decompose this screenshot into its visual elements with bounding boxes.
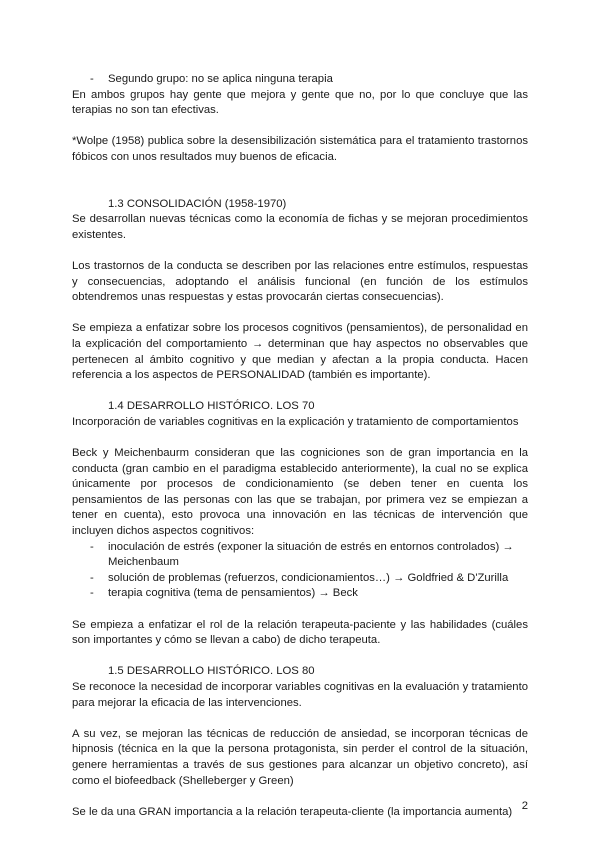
section-heading-1-4: 1.4 DESARROLLO HISTÓRICO. LOS 70 [108, 400, 315, 413]
paragraph: Se reconoce la necesidad de incorporar variables cognitivas en la evaluación y tratamiento para mejorar la eficacia de las intervenciones. [72, 680, 528, 709]
paragraph: Los trastornos de la conducta se describen por las relaciones entre estímulos, respuestas y consecuencias, adoptando el análisis funcional (en función de los estímulos obtendremos unas respuestas y estas provocarán ciertas consecuencias). [72, 259, 528, 304]
list-item: - inoculación de estrés (exponer la situación de estrés en entornos controlados) → Meichenbaum [90, 540, 514, 569]
document-page [72, 72, 528, 820]
section-heading-1-5: 1.5 DESARROLLO HISTÓRICO. LOS 80 [108, 665, 315, 678]
section-heading-1-3: 1.3 CONSOLIDACIÓN (1958-1970) [108, 197, 287, 210]
bullet-dash: - [90, 73, 94, 85]
techniques-list [72, 540, 528, 602]
paragraph-wolpe: *Wolpe (1958) publica sobre la desensibilización sistemática para el tratamiento trastornos fóbicos con unos resultados muy buenos de eficacia. [72, 135, 528, 163]
list-item: - solución de problemas (refuerzos, condicionamientos…) → Goldfried & D'Zurilla [72, 571, 528, 587]
bullet-dash: - [90, 571, 94, 584]
list-item: - terapia cognitiva (tema de pensamientos) → Beck [72, 586, 528, 602]
paragraph: A su vez, se mejoran las técnicas de reducción de ansiedad, se incorporan técnicas de hipnosis (técnica en la que la persona protagonista, sin perder el control de la situación, genere herramientas a través de sus gestiones para alcanzar un objetivo concreto), así como el biofeedback (Shelleberger y Green) [72, 727, 528, 787]
bullet-dash: - [90, 540, 94, 553]
list-item: - Segundo grupo: no se aplica ninguna terapia [72, 72, 528, 88]
paragraph: Se empieza a enfatizar sobre los procesos cognitivos (pensamientos), de personalidad en la explicación del comportamiento → determinan que hay aspectos no observables que pertenecen al ámbito cognitivo y que median y afectan a la propia conducta. Hacen referencia a los aspectos de PERSONALIDAD (también es importante). [72, 322, 528, 382]
paragraph: Se le da una GRAN importancia a la relación terapeuta-cliente (la importancia aumenta) [72, 805, 513, 818]
paragraph: Beck y Meichenbaurm consideran que las cogniciones son de gran importancia en la conducta (gran cambio en el paradigma establecido anteriormente), la cual no se explica únicamente por procesos de condicionamiento (se deben tener en cuenta los pensamientos de las personas con las que se trabajan, por primera vez se empiezan a tener en cuenta), esto provoca una innovación en las técnicas de intervención que incluyen dichos aspectos cognitivos: [72, 447, 528, 538]
paragraph-ambos: En ambos grupos hay gente que mejora y gente que no, por lo que concluye que las terapias no son tan efectivas. [72, 88, 528, 117]
bullet-dash: - [90, 587, 94, 600]
paragraph: Incorporación de variables cognitivas en la explicación y tratamiento de comportamientos [72, 415, 519, 428]
paragraph: Se desarrollan nuevas técnicas como la economía de fichas y se mejoran procedimientos existentes. [72, 213, 528, 241]
top-bullet-list [72, 72, 528, 88]
paragraph: Se empieza a enfatizar el rol de la relación terapeuta-paciente y las habilidades (cuáles son importantes y cómo se llevan a cabo) de dicho terapeuta. [72, 618, 528, 647]
page-number: 2 [521, 800, 528, 812]
